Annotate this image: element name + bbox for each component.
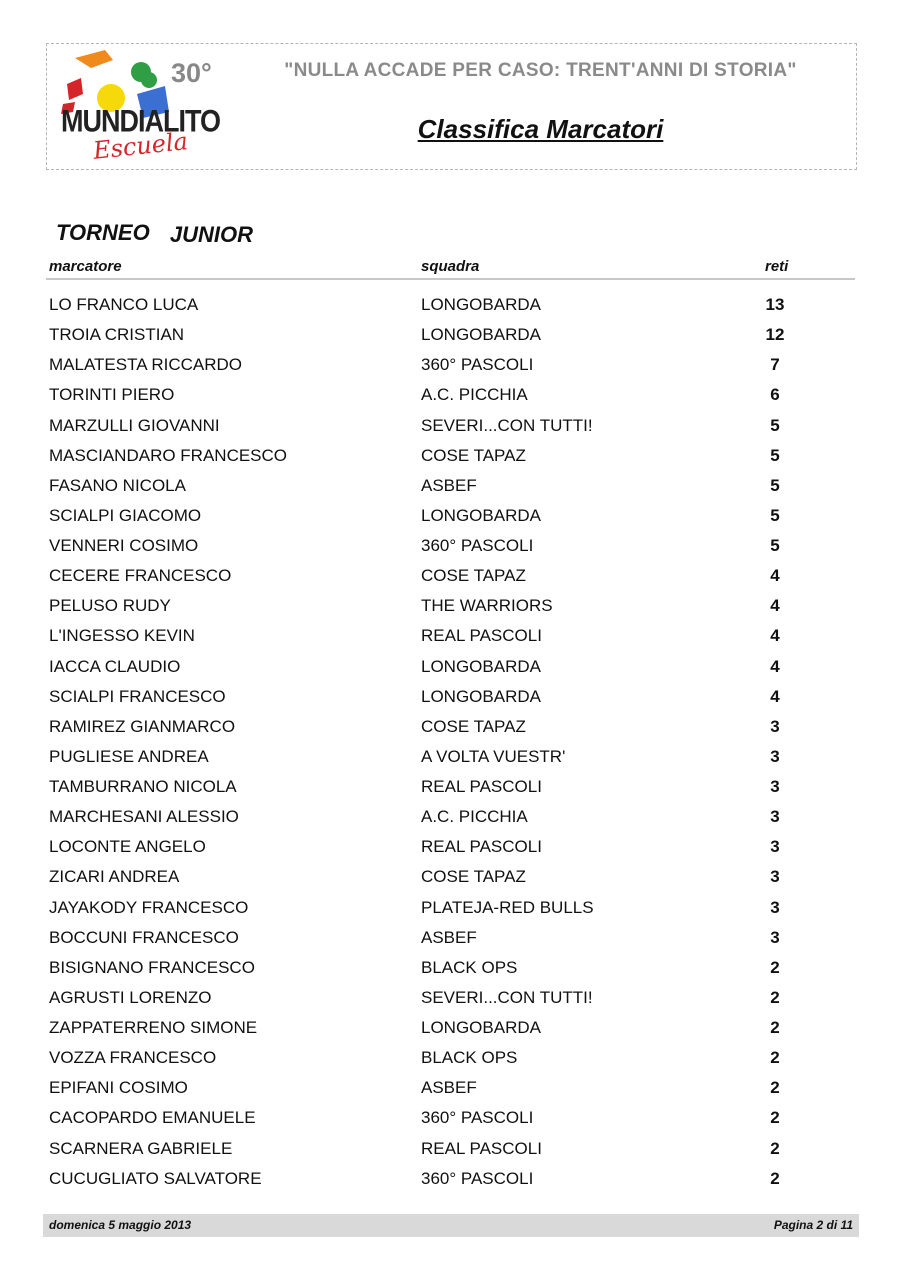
goals-count: 2 (770, 1078, 780, 1098)
table-row (0, 742, 905, 772)
column-header-scorer: marcatore (49, 258, 122, 275)
scorer-name: SCIALPI GIACOMO (49, 505, 202, 525)
column-header-goals: reti (765, 258, 789, 275)
table-row (0, 531, 905, 561)
goals-count: 2 (770, 1138, 780, 1158)
scorer-name: TROIA CRISTIAN (49, 325, 185, 345)
scorer-name: JAYAKODY FRANCESCO (49, 897, 249, 917)
scorer-name: CACOPARDO EMANUELE (49, 1108, 256, 1128)
table-row (0, 712, 905, 742)
scorer-name: RAMIREZ GIANMARCO (49, 716, 236, 736)
scorer-name: VOZZA FRANCESCO (49, 1048, 217, 1068)
table-row (0, 1013, 905, 1043)
team-name: BLACK OPS (421, 1048, 518, 1068)
scorer-name: ZICARI ANDREA (49, 867, 180, 887)
goals-count: 2 (770, 1168, 780, 1188)
team-name: A.C. PICCHIA (421, 385, 528, 405)
goals-count: 3 (770, 777, 780, 796)
goals-count: 7 (770, 355, 780, 375)
goals-count: 5 (770, 415, 780, 435)
slogan: "NULLA ACCADE PER CASO: TRENT'ANNI DI STORIA" (284, 60, 797, 81)
team-name: ASBEF (421, 475, 477, 495)
table-row (0, 1134, 905, 1164)
goals-count: 3 (770, 927, 780, 947)
scorer-name: MALATESTA RICCARDO (49, 355, 243, 375)
goals-count: 4 (770, 686, 780, 706)
goals-count: 2 (770, 1108, 780, 1128)
goals-count: 3 (770, 867, 780, 887)
scorer-name: MARZULLI GIOVANNI (49, 415, 220, 435)
goals-count: 3 (770, 716, 780, 736)
scorer-name: SCARNERA GABRIELE (49, 1138, 233, 1158)
scorer-name: IACCA CLAUDIO (49, 656, 181, 676)
logo-wordmark: MUNDIALITO (61, 103, 220, 139)
scorer-name: TORINTI PIERO (49, 385, 175, 405)
team-name: LONGOBARDA (421, 1018, 541, 1037)
goals-count: 2 (770, 1048, 780, 1068)
scorers-table (0, 290, 905, 1194)
goals-count: 5 (770, 505, 780, 525)
goals-count: 5 (770, 445, 780, 465)
scorer-name: MASCIANDARO FRANCESCO (49, 445, 288, 465)
table-row (0, 320, 905, 350)
scorer-name: L'INGESSO KEVIN (49, 626, 195, 646)
page-header (46, 43, 857, 170)
table-row (0, 802, 905, 832)
table-row (0, 862, 905, 892)
team-name: A.C. PICCHIA (421, 807, 528, 827)
goals-count: 4 (770, 566, 780, 586)
team-name: COSE TAPAZ (421, 566, 526, 586)
table-row (0, 682, 905, 712)
goals-count: 3 (770, 897, 780, 917)
table-row (0, 411, 905, 441)
goals-count: 4 (770, 626, 780, 646)
scorer-name: CECERE FRANCESCO (49, 566, 232, 586)
team-name: SEVERI...CON TUTTI! (421, 415, 593, 435)
table-row (0, 380, 905, 410)
footer-page-number: Pagina 2 di 11 (773, 1218, 853, 1232)
scorer-name: SCIALPI FRANCESCO (49, 686, 226, 706)
table-row (0, 953, 905, 983)
scorer-name: LOCONTE ANGELO (49, 837, 206, 857)
footer-date: domenica 5 maggio 2013 (49, 1218, 192, 1232)
team-name: ASBEF (421, 1078, 477, 1098)
table-row (0, 983, 905, 1013)
table-row (0, 1164, 905, 1194)
table-row (0, 923, 905, 953)
team-name: LONGOBARDA (421, 295, 541, 314)
team-name: 360° PASCOLI (421, 355, 534, 375)
tournament-name: JUNIOR (169, 222, 253, 247)
goals-count: 6 (770, 385, 780, 405)
table-row (0, 652, 905, 682)
table-row (0, 501, 905, 531)
table-row (0, 591, 905, 621)
table-row (0, 471, 905, 501)
team-name: ASBEF (421, 927, 477, 947)
logo-script: Escuela (91, 127, 190, 165)
team-name: LONGOBARDA (421, 505, 541, 525)
scorer-name: BOCCUNI FRANCESCO (49, 927, 239, 947)
scorer-name: LO FRANCO LUCA (49, 295, 199, 314)
logo-number: 30° (171, 58, 212, 88)
tournament-label: TORNEO (56, 220, 150, 245)
goals-count: 4 (770, 596, 780, 616)
scorer-name: BISIGNANO FRANCESCO (49, 957, 255, 977)
scorer-name: AGRUSTI LORENZO (49, 987, 212, 1007)
goals-count: 3 (770, 837, 780, 857)
table-row (0, 1043, 905, 1073)
scorer-name: ZAPPATERRENO SIMONE (49, 1018, 258, 1037)
team-name: BLACK OPS (421, 957, 518, 977)
scorer-name: PUGLIESE ANDREA (49, 746, 209, 766)
team-name: LONGOBARDA (421, 686, 541, 706)
goals-count: 3 (770, 746, 780, 766)
team-name: 360° PASCOLI (421, 536, 534, 555)
goals-count: 2 (770, 957, 780, 977)
team-name: A VOLTA VUESTR' (421, 746, 566, 766)
team-name: PLATEJA-RED BULLS (421, 897, 594, 917)
table-row (0, 290, 905, 320)
scorer-name: MARCHESANI ALESSIO (49, 807, 239, 827)
scorer-name: PELUSO RUDY (49, 596, 171, 616)
team-name: COSE TAPAZ (421, 716, 526, 736)
page-title: Classifica Marcatori (417, 114, 664, 144)
goals-count: 5 (770, 536, 780, 555)
table-row (0, 621, 905, 651)
scorer-name: EPIFANI COSIMO (49, 1078, 188, 1098)
table-row (0, 1103, 905, 1133)
table-row (0, 832, 905, 862)
team-name: LONGOBARDA (421, 656, 541, 676)
table-row (0, 1073, 905, 1103)
team-name: COSE TAPAZ (421, 445, 526, 465)
goals-count: 2 (770, 987, 780, 1007)
goals-count: 3 (770, 807, 780, 827)
team-name: SEVERI...CON TUTTI! (421, 987, 593, 1007)
mundialito-logo (53, 46, 238, 168)
table-row (0, 441, 905, 471)
goals-count: 12 (765, 325, 785, 345)
column-header-team: squadra (421, 258, 480, 275)
team-name: REAL PASCOLI (421, 837, 542, 857)
table-row (0, 893, 905, 923)
header-divider (46, 278, 855, 280)
table-row (0, 350, 905, 380)
team-name: 360° PASCOLI (421, 1108, 534, 1128)
team-name: REAL PASCOLI (421, 626, 542, 646)
goals-count: 2 (770, 1018, 780, 1037)
team-name: THE WARRIORS (421, 596, 553, 616)
team-name: LONGOBARDA (421, 325, 541, 345)
team-name: 360° PASCOLI (421, 1168, 534, 1188)
table-row (0, 561, 905, 591)
scorer-name: TAMBURRANO NICOLA (49, 777, 237, 796)
team-name: REAL PASCOLI (421, 1138, 542, 1158)
team-name: COSE TAPAZ (421, 867, 526, 887)
goals-count: 4 (770, 656, 780, 676)
page-footer (43, 1214, 859, 1237)
goals-count: 5 (770, 475, 780, 495)
scorer-name: FASANO NICOLA (49, 475, 186, 495)
tournament-heading (56, 220, 253, 246)
team-name: REAL PASCOLI (421, 777, 542, 796)
goals-count: 13 (765, 295, 785, 314)
scorer-name: CUCUGLIATO SALVATORE (49, 1168, 262, 1188)
scorer-name: VENNERI COSIMO (49, 536, 199, 555)
table-row (0, 772, 905, 802)
